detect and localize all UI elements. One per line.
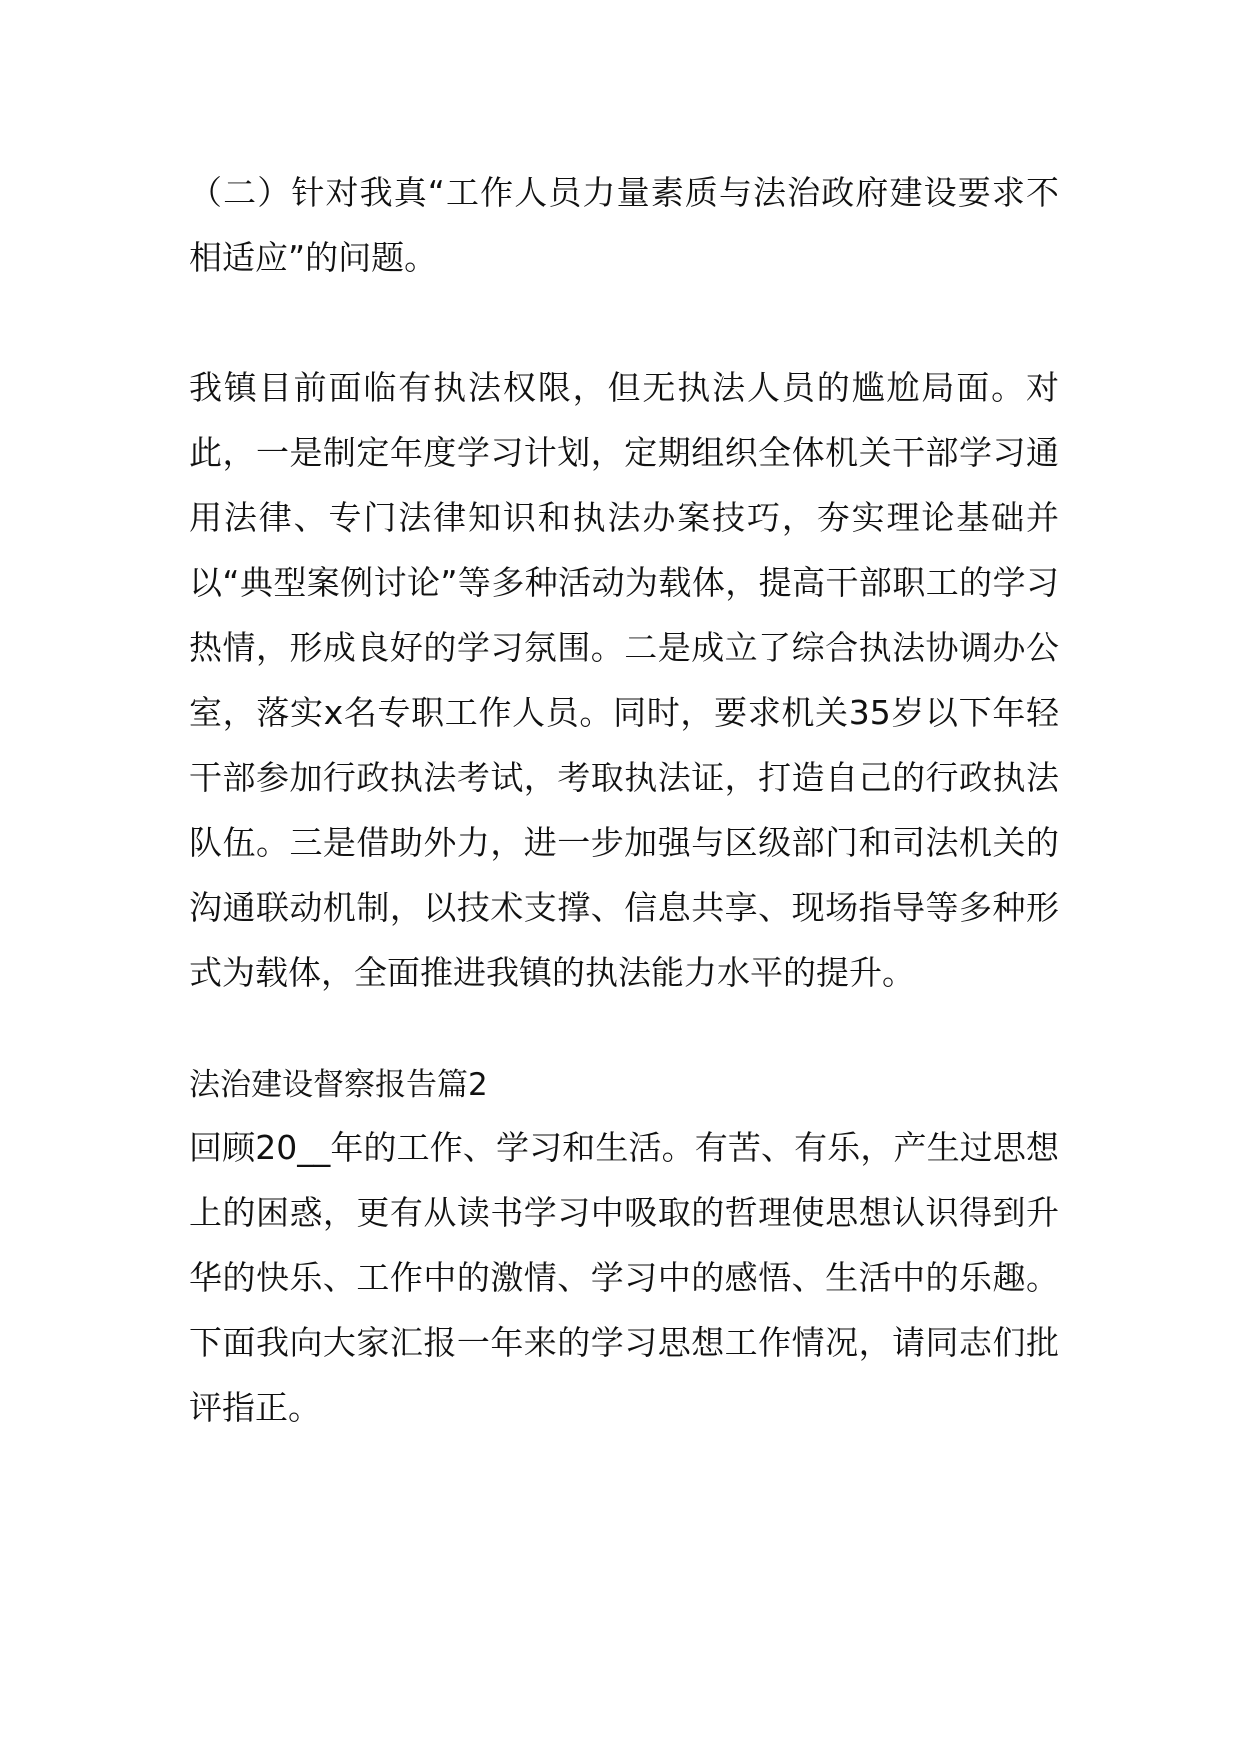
report-heading: 法治建设督察报告篇2 — [189, 1067, 488, 1103]
body-paragraph: 我镇目前面临有执法权限，但无执法人员的尴尬局面。对此，一是制定年度学习计划，定期组织全体机关干部学习通用法律、专门法律知识和执法办案技巧，夯实理论基础并以“典型案例讨论”等多种活动为载体，提高干部职工的学习热情，形成良好的学习氛围。二是成立了综合执法协调办公室，落实x名专职工作人员。同时，要求机关35岁以下年轻干部参加行政执法考试，考取执法证，打造自己的行政执法队伍。三是借助外力，进一步加强与区级部门和司法机关的沟通联动机制，以技术支撑、信息共享、现场指导等多种形式为载体，全面推进我镇的执法能力水平的提升。 — [189, 368, 1059, 992]
body-paragraph: 回顾20__年的工作、学习和生活。有苦、有乐，产生过思想上的困惑，更有从读书学习中吸取的哲理使思想认识得到升华的快乐、工作中的激情、学习中的感悟、生活中的乐趣。下面我向大家汇报一年来的学习思想工作情况，请同志们批评指正。 — [189, 1128, 1059, 1427]
spacer — [189, 1005, 1059, 1055]
spacer — [189, 290, 1059, 355]
document-page — [189, 160, 1059, 1440]
section-title: （二）针对我真“工作人员力量素质与法治政府建设要求不相适应”的问题。 — [189, 173, 1059, 277]
